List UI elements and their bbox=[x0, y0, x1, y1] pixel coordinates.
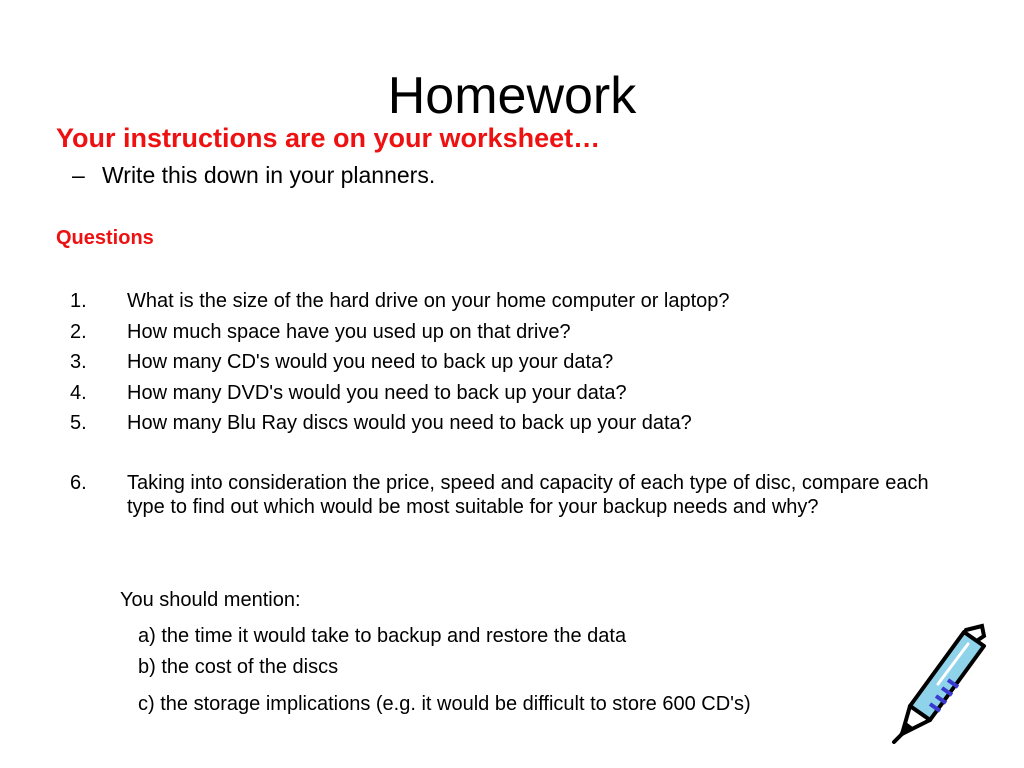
question-number: 1. bbox=[70, 290, 87, 312]
question-text: What is the size of the hard drive on your home computer or laptop? bbox=[127, 290, 730, 312]
question-number: 2. bbox=[70, 320, 87, 343]
question-text: How many Blu Ray discs would you need to back up your data? bbox=[127, 412, 692, 434]
question-number: 4. bbox=[70, 381, 87, 404]
question-item bbox=[70, 286, 730, 317]
question-text: Taking into consideration the price, speed and capacity of each type of disc, compare each type to find out which would be most suitable for your backup needs and why? bbox=[127, 472, 929, 518]
dash-bullet: – bbox=[72, 162, 85, 188]
planner-note bbox=[72, 160, 435, 190]
question-item bbox=[70, 347, 730, 378]
slide-title: Homework bbox=[387, 67, 637, 125]
instructions-subtitle: Your instructions are on your worksheet… bbox=[56, 123, 601, 153]
mention-item-a: a) the time it would take to backup and restore the data bbox=[138, 625, 627, 647]
question-number: 5. bbox=[70, 412, 87, 434]
question-number: 6. bbox=[70, 472, 87, 494]
questions-heading: Questions bbox=[56, 227, 154, 249]
question-text: How much space have you used up on that drive? bbox=[127, 320, 571, 343]
question-item bbox=[70, 378, 730, 409]
question-text: How many DVD's would you need to back up your data? bbox=[127, 381, 627, 404]
planner-note-text: Write this down in your planners. bbox=[102, 162, 436, 188]
pen-icon bbox=[886, 622, 992, 744]
question-item bbox=[70, 317, 730, 348]
question-text: How many CD's would you need to back up your data? bbox=[127, 351, 614, 373]
question-item bbox=[70, 408, 730, 439]
questions-list bbox=[70, 286, 730, 439]
mention-item-b: b) the cost of the discs bbox=[138, 656, 339, 678]
question-number: 3. bbox=[70, 351, 87, 373]
mention-item-c: c) the storage implications (e.g. it would be difficult to store 600 CD's) bbox=[138, 693, 751, 715]
mention-heading: You should mention: bbox=[120, 589, 301, 611]
question-6 bbox=[70, 471, 947, 519]
